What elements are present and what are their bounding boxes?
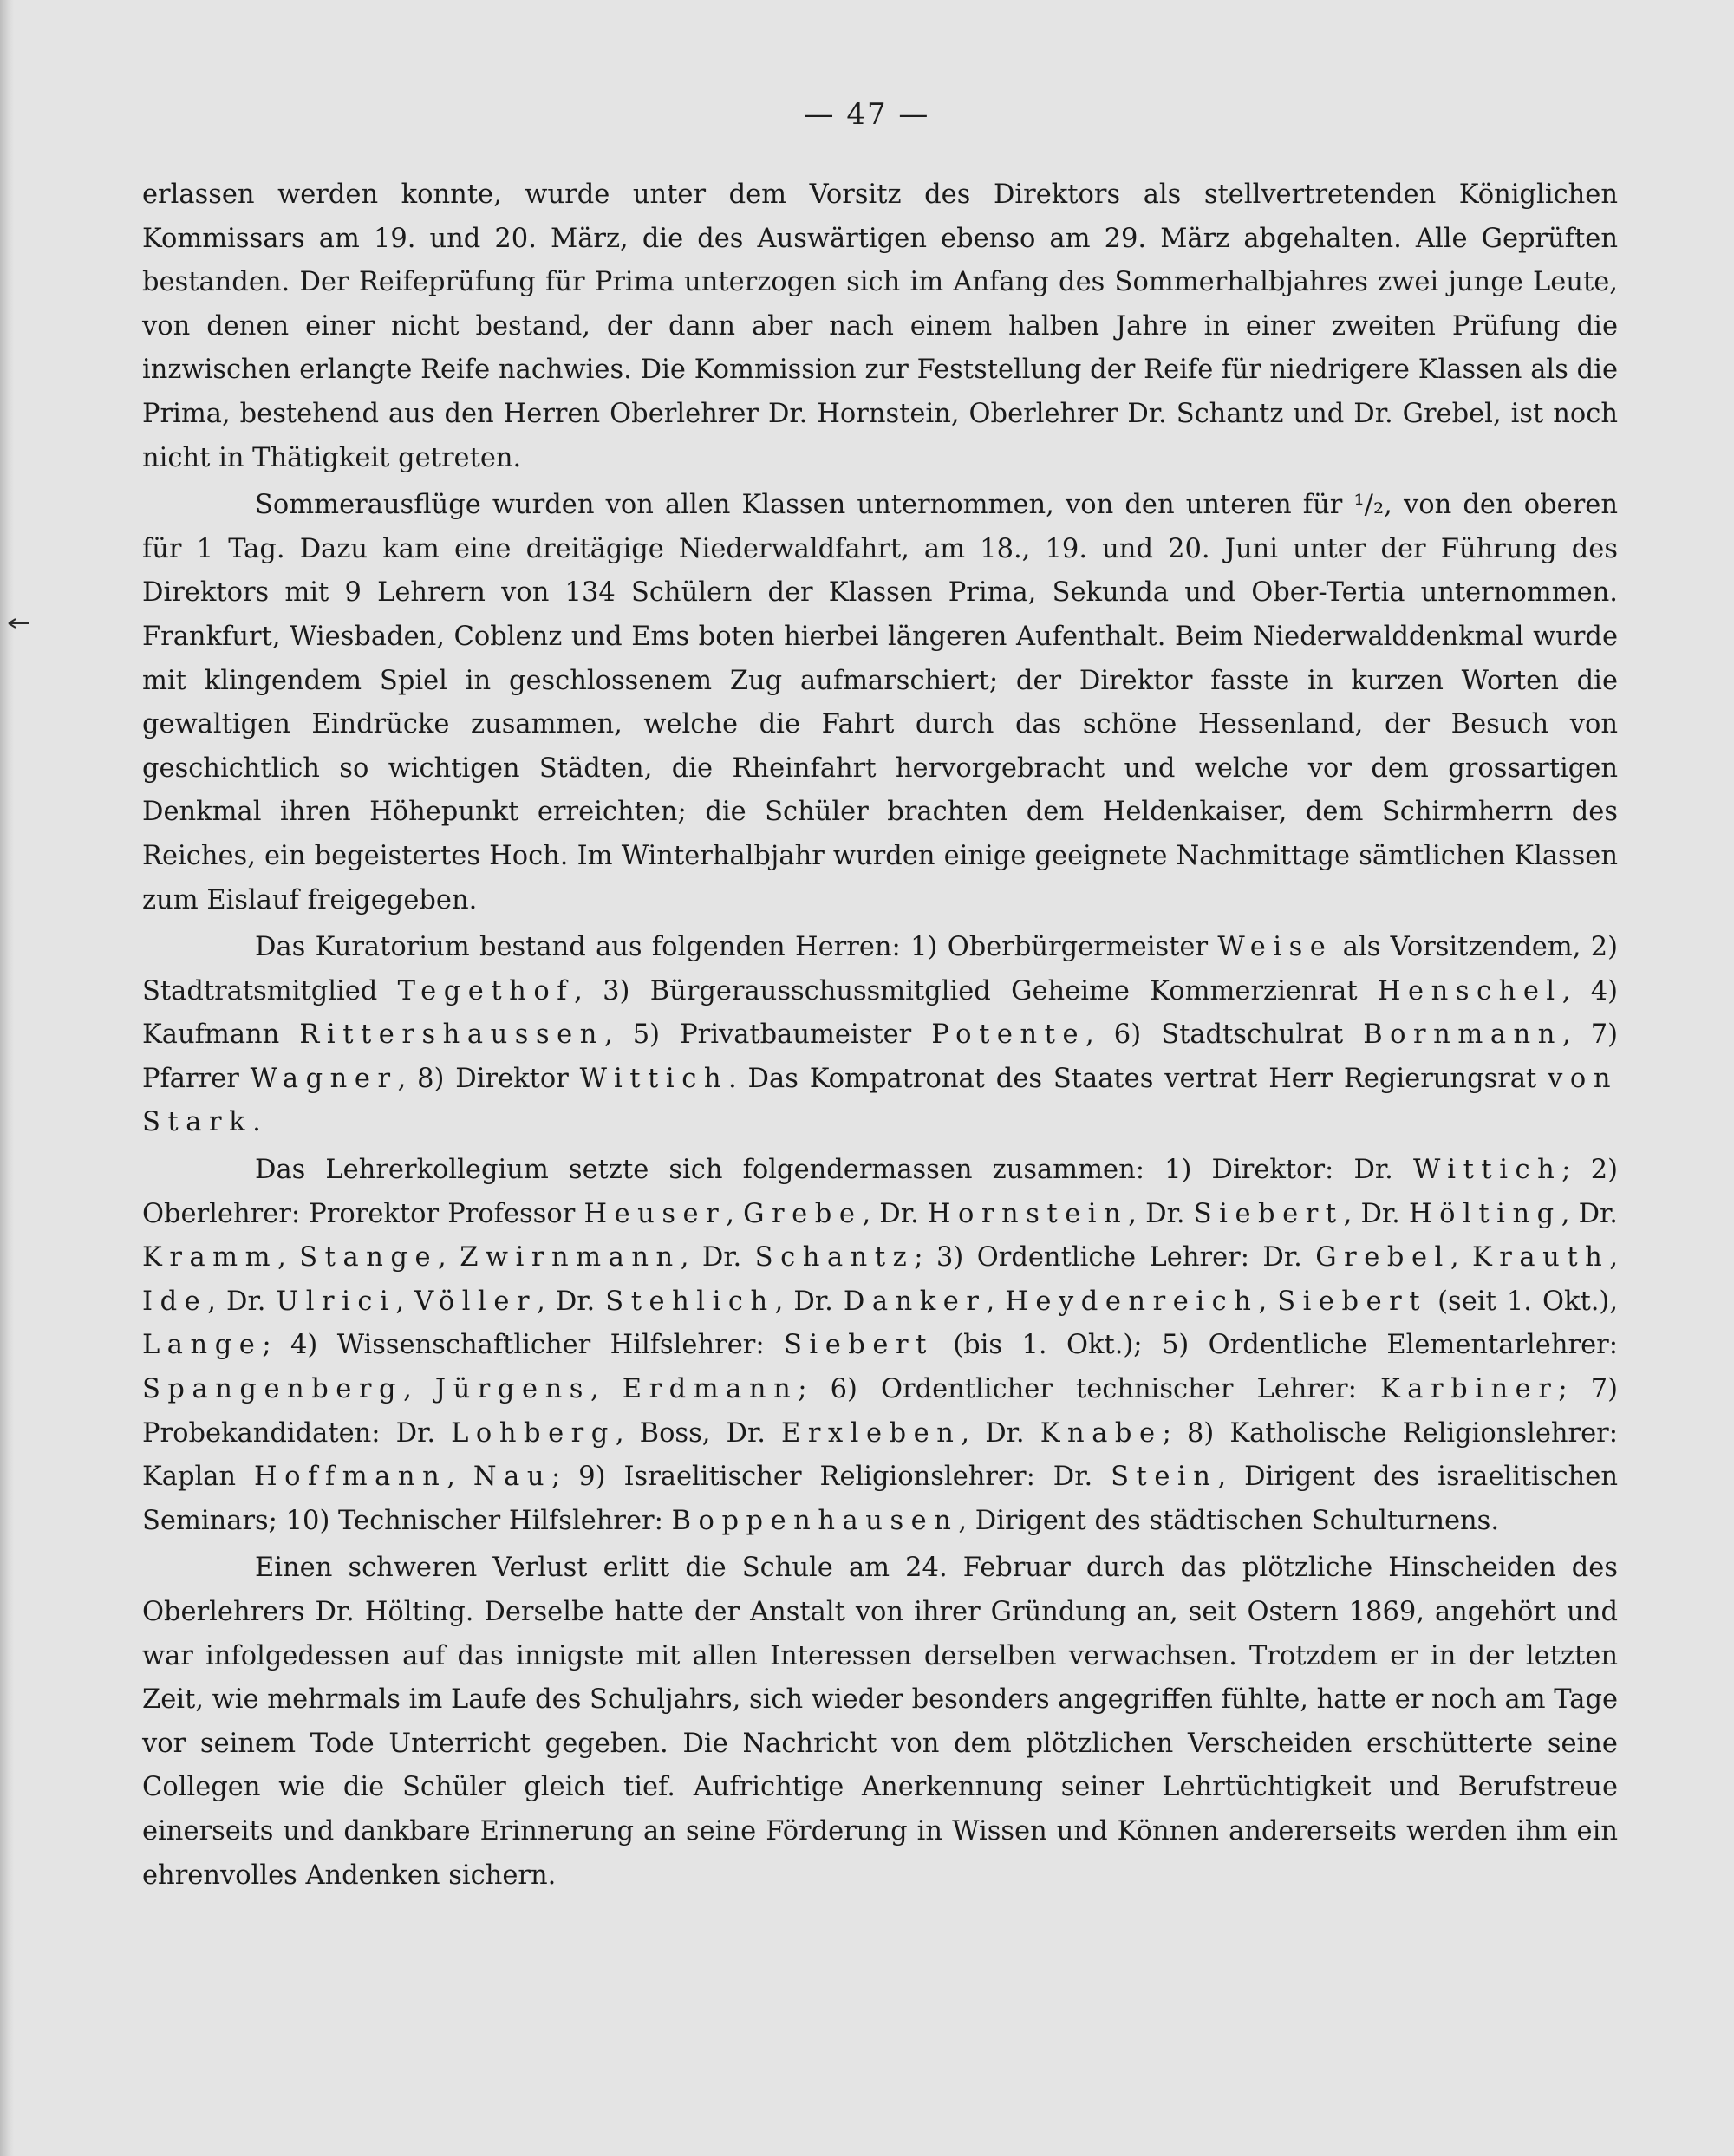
text-run: ; 2) Oberlehrer: Prorektor Professor	[142, 1155, 1618, 1229]
text-run: ,	[726, 1198, 744, 1229]
page-edge-shadow	[0, 0, 14, 2156]
spaced-name: Knabe	[1040, 1417, 1163, 1449]
spaced-name: Erdmann	[622, 1374, 799, 1405]
spaced-name: von Stark	[142, 1063, 1618, 1138]
spaced-name: Weise	[1217, 932, 1333, 963]
text-run: Einen schweren Verlust erlitt die Schule am 24. Februar durch das plötzliche Hinscheiden des Oberlehrers Dr. Hölting. Derselbe hatte der Anstalt von ihrer Gründung an, seit Ostern 1869, angehört und war infolgedessen auf das innigste mit allen Interessen derselben verwachsen. Trotzdem er in der letzten Zeit, wie mehrmals im Laufe des Schuljahrs, sich wieder besonders angegriffen fühlte, hatte er noch am Tage vor seinem Tode Unterricht gegeben. Die Nachricht von dem plötzlichen Verscheiden erschütterte seine Collegen wie die Schüler gleich tief. Aufrichtige Anerkennung seiner Lehrtüchtigkeit und Berufstreue einerseits und dankbare Erinnerung an seine Förderung in Wissen und Können andererseits werden ihm ein ehrenvolles Andenken sichern.	[142, 1553, 1619, 1891]
spaced-name: Hornstein	[927, 1198, 1129, 1229]
text-run: , Boss, Dr.	[615, 1417, 782, 1449]
text-run: ; 3) Ordentliche Lehrer: Dr.	[914, 1242, 1316, 1273]
spaced-name: Heuser	[583, 1198, 727, 1229]
spaced-name: Tegethof	[397, 975, 575, 1006]
spaced-name: Siebert	[1193, 1198, 1344, 1229]
text-run: ,	[447, 1462, 473, 1493]
text-run: ,	[403, 1374, 435, 1405]
paragraph-kuratorium	[142, 926, 1618, 1145]
spaced-name: Stein	[1111, 1462, 1218, 1493]
text-run: als Vorsitzendem, 2) Stadtratsmitglied	[142, 932, 1618, 1006]
text-run: ; 7) Probekandidaten: Dr.	[142, 1374, 1619, 1449]
paragraph-lehrerkollegium	[142, 1149, 1618, 1543]
spaced-name: Ulrici	[276, 1286, 396, 1317]
text-run: erlassen werden konnte, wurde unter dem Vorsitz des Direktors als stellvertretenden Königlichen Kommissars am 19. und 20. März, die des Auswärtigen ebenso am 29. März abgehalten. Alle Geprüften bestanden. Der Reifeprüfung für Prima unterzogen sich im Anfang des Sommerhalbjahres zwei junge Leute, von denen einer nicht bestand, der dann aber nach einem halben Jahre in einer zweiten Prüfung die inzwischen erlangte Reife nachwies. Die Kommission zur Feststellung der Reife für niedrigere Klassen als die Prima, bestehend aus den Herren Oberlehrer Dr. Hornstein, Oberlehrer Dr. Schantz und Dr. Grebel, ist noch nicht in Thätigkeit getreten.	[142, 179, 1618, 473]
text-run: ,	[590, 1374, 623, 1405]
spaced-name: Rittershaussen	[299, 1019, 604, 1051]
spaced-name: Siebert	[783, 1330, 934, 1361]
spaced-name: Lohberg	[451, 1417, 616, 1449]
text-run: . Das Kompatronat des Staates vertrat Herr Regierungsrat	[728, 1063, 1548, 1094]
text-run: , Dr.	[680, 1242, 755, 1273]
spaced-name: Wittich	[1412, 1155, 1562, 1186]
spaced-name: Boppenhausen	[671, 1505, 959, 1536]
spaced-name: Zwirnmann	[460, 1242, 681, 1273]
spaced-name: Ide	[142, 1286, 208, 1317]
text-run: , 3) Bürgerausschussmitglied Geheime Kommerzienrat	[574, 975, 1378, 1006]
text-run: ,	[438, 1242, 460, 1273]
text-run: , 5) Privatbaumeister	[603, 1019, 932, 1051]
spaced-name: Grebel	[1315, 1242, 1450, 1273]
text-run: ; 8) Katholische Religionslehrer: Kaplan	[142, 1417, 1619, 1493]
spaced-name: Erxleben	[781, 1417, 962, 1449]
text-run: ; 9) Israelitischer Religionslehrer: Dr.	[551, 1462, 1111, 1493]
text-run: ; 6) Ordentlicher technischer Lehrer:	[798, 1374, 1380, 1405]
text-run: , Dr.	[961, 1417, 1040, 1449]
spaced-name: Potente	[931, 1019, 1086, 1051]
text-run: ,	[1258, 1286, 1278, 1317]
spaced-name: Grebe	[743, 1198, 863, 1229]
spaced-name: Spangenberg	[142, 1374, 404, 1405]
text-run: ,	[1609, 1242, 1619, 1273]
text-run: , Dr.	[1128, 1198, 1194, 1229]
text-run: , Dr.	[207, 1286, 277, 1317]
text-run: ,	[395, 1286, 415, 1317]
text-run: (seit 1. Okt.),	[1427, 1286, 1619, 1317]
text-run: , Dirigent des israelitischen Seminars; 10) Technischer Hilfslehrer:	[142, 1462, 1618, 1536]
spaced-name: Kramm	[142, 1242, 278, 1273]
spaced-name: Lange	[142, 1330, 263, 1361]
spaced-name: Siebert	[1277, 1286, 1428, 1317]
paragraph-sommerausfluege	[142, 484, 1618, 922]
text-run: , 8) Direktor	[397, 1063, 580, 1094]
text-run: , Dr.	[862, 1198, 928, 1229]
page-number: — 47 —	[804, 97, 930, 132]
spaced-name: Hölting	[1409, 1198, 1561, 1229]
spaced-name: Henschel	[1377, 975, 1562, 1006]
spaced-name: Karbiner	[1379, 1374, 1559, 1405]
margin-mark	[7, 617, 33, 629]
text-run: , 4) Kaufmann	[142, 975, 1618, 1051]
text-run: ,	[1450, 1242, 1472, 1273]
spaced-name: Wittich	[579, 1063, 728, 1094]
spaced-name: Bornmann	[1363, 1019, 1562, 1051]
text-run: ,	[986, 1286, 1006, 1317]
spaced-name: Stange	[299, 1242, 439, 1273]
paragraph-verlust	[142, 1547, 1618, 1898]
spaced-name: Nau	[473, 1462, 552, 1493]
text-run: (bis 1. Okt.); 5) Ordentliche Elementarlehrer:	[933, 1330, 1618, 1361]
text-run: Das Kuratorium bestand aus folgenden Herren: 1) Oberbürgermeister	[255, 932, 1218, 963]
spaced-name: Heydenreich	[1005, 1286, 1259, 1317]
text-run: Das Lehrerkollegium setzte sich folgendermassen zusammen: 1) Direktor: Dr.	[255, 1155, 1413, 1186]
text-run: , Dr.	[1343, 1198, 1410, 1229]
body-text	[142, 173, 1618, 1898]
text-run: , Dr.	[1561, 1198, 1618, 1229]
spaced-name: Hoffmann	[254, 1462, 447, 1493]
text-run: ,	[277, 1242, 300, 1273]
text-run: , 7) Pfarrer	[142, 1019, 1619, 1094]
text-run: , Dirigent des städtischen Schulturnens.	[958, 1505, 1500, 1536]
spaced-name: Stehlich	[605, 1286, 775, 1317]
paragraph-reifepruefung	[142, 173, 1618, 480]
text-run: , Dr.	[537, 1286, 606, 1317]
spaced-name: Danker	[843, 1286, 987, 1317]
text-run: Sommerausflüge wurden von allen Klassen unternommen, von den unteren für ¹/₂, von den oberen für 1 Tag. Dazu kam eine dreitägige Niederwaldfahrt, am 18., 19. und 20. Juni unter der Führung des Direktors mit 9 Lehrern von 134 Schülern der Klassen Prima, Sekunda und Ober-Tertia unternommen. Frankfurt, Wiesbaden, Coblenz und Ems boten hierbei längeren Aufenthalt. Beim Niederwalddenkmal wurde mit klingendem Spiel in geschlossenem Zug aufmarschiert; der Direktor fasste in kurzen Worten die gewaltigen Eindrücke zusammen, welche die Fahrt durch das schöne Hessenland, der Besuch von geschichtlich so wichtigen Städten, die Rheinfahrt hervorgebracht und welche vor dem grossartigen Denkmal ihren Höhepunkt erreichten; die Schüler brachten dem Heldenkaiser, dem Schirmherrn des Reiches, ein begeistertes Hoch. Im Winterhalbjahr wurden einige geeignete Nachmittage sämtlichen Klassen zum Eislauf freigegeben.	[142, 490, 1618, 915]
spaced-name: Wagner	[250, 1063, 398, 1094]
text-run: ; 4) Wissenschaftlicher Hilfslehrer:	[262, 1330, 784, 1361]
text-run: .	[252, 1107, 261, 1138]
spaced-name: Völler	[414, 1286, 538, 1317]
spaced-name: Jürgens	[434, 1374, 590, 1405]
spaced-name: Krauth	[1471, 1242, 1610, 1273]
text-run: , 6) Stadtschulrat	[1085, 1019, 1364, 1051]
spaced-name: Schantz	[754, 1242, 915, 1273]
text-run: , Dr.	[774, 1286, 844, 1317]
